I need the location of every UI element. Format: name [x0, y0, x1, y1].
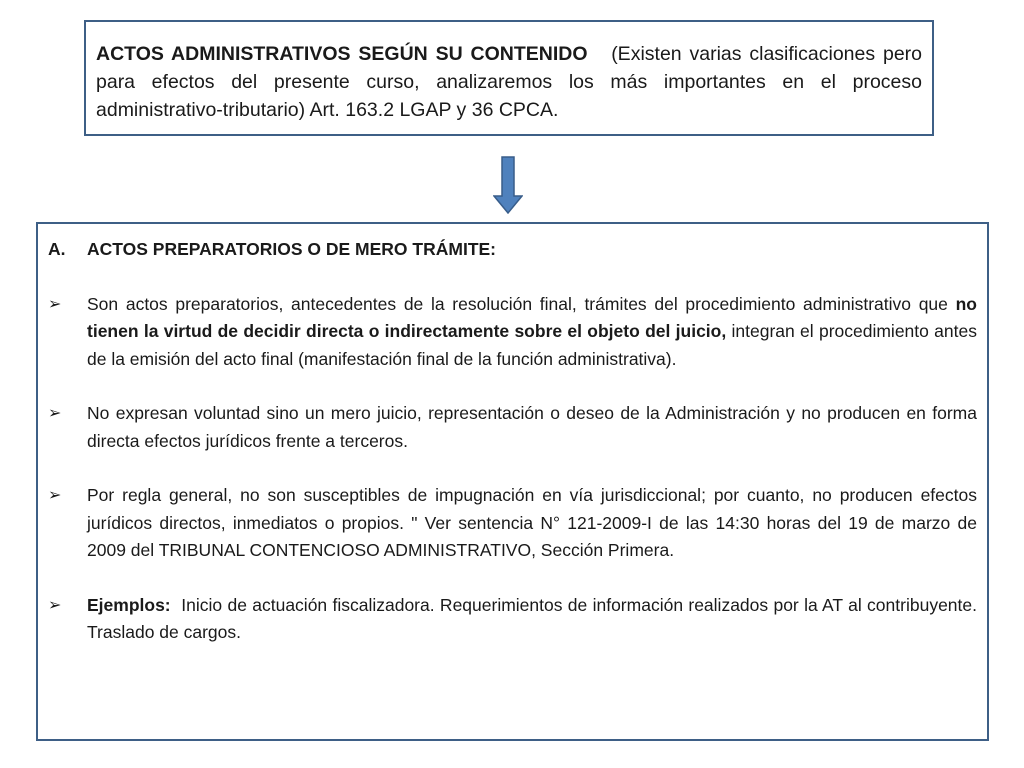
section-title: ACTOS PREPARATORIOS O DE MERO TRÁMITE: — [87, 239, 497, 259]
examples-text: Inicio de actuación fiscalizadora. Requerimientos de información realizados por la AT al contribuyente. Traslado de cargos. — [87, 594, 987, 642]
intro-text-spacer — [595, 43, 603, 65]
arrow-bullet-icon: ➢ — [48, 596, 62, 614]
section-heading — [48, 236, 977, 264]
list-item — [48, 291, 977, 374]
list-item — [48, 400, 977, 455]
list-item-text — [87, 291, 977, 374]
list-item-emphasis: no tienen la virtud de decidir directa o indirectamente sobre el objeto del juicio, — [87, 293, 977, 341]
list-item-text: Por regla general, no son susceptibles de impugnación en vía jurisdiccional; por cuanto, no producen efectos jurídicos directos, inmediatos o propios. " Ver sentencia N° 121-2009-I de las 14:30 horas del 19 de marzo de 2009 del TRIBUNAL CONTENCIOSO ADMINISTRATIVO, Sección Primera. — [87, 485, 977, 560]
section-marker: A. — [48, 239, 66, 259]
arrow-bullet-icon: ➢ — [48, 487, 62, 504]
examples-label: Ejemplos: — [87, 594, 171, 615]
list-item — [48, 482, 977, 565]
list-item-text-part: Son actos preparatorios, antecedentes de la resolución final, trámites del procedimiento administrativo que — [87, 293, 956, 314]
content-box — [36, 222, 989, 741]
list-item — [48, 592, 987, 647]
list-item-text-part: integran el procedimiento antes de la emisión del acto final (manifestación final de la función administrativa). — [87, 321, 977, 369]
arrow-bullet-icon: ➢ — [48, 295, 62, 313]
intro-box — [84, 20, 934, 136]
list-item-text — [87, 592, 987, 647]
intro-title: ACTOS ADMINISTRATIVOS SEGÚN SU CONTENIDO — [96, 43, 588, 65]
list-item-text: No expresan voluntad sino un mero juicio, representación o deseo de la Administración y no producen en forma directa efectos jurídicos frente a terceros. — [87, 403, 977, 451]
arrow-bullet-icon: ➢ — [48, 405, 62, 422]
down-arrow-icon — [493, 156, 523, 214]
intro-text: (Existen varias clasificaciones pero para efectos del presente curso, analizaremos los más importantes en el proceso administrativo-tributario) Art. 163.2 LGAP y 36 CPCA. — [96, 43, 923, 121]
